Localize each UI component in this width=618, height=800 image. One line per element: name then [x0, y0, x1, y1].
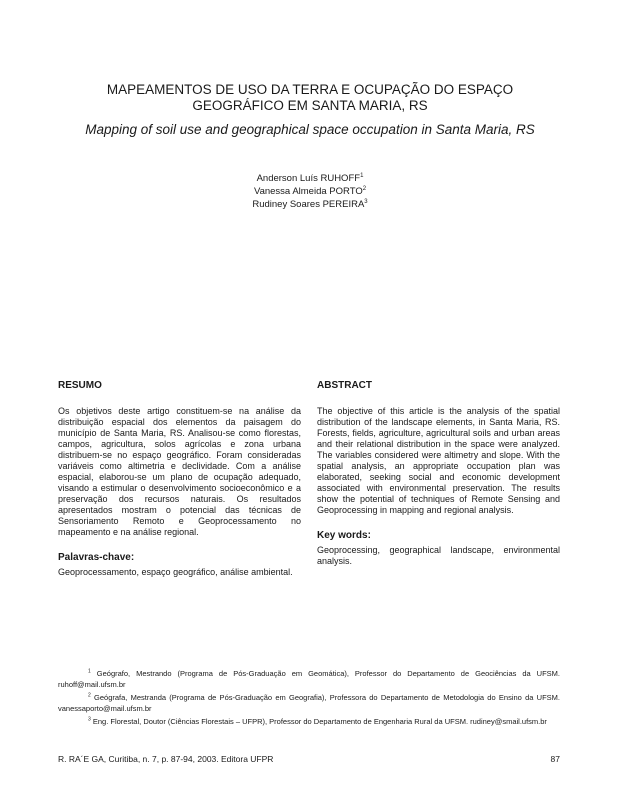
resumo-heading: RESUMO	[58, 380, 102, 391]
journal-citation: R. RA´E GA, Curitiba, n. 7, p. 87-94, 2003. Editora UFPR	[58, 754, 274, 764]
author-2	[60, 185, 560, 198]
footnote-marker: 2	[88, 692, 91, 699]
author-name: Vanessa Almeida PORTO	[253, 186, 363, 197]
key-words-heading: Key words:	[317, 530, 371, 541]
palavras-chave-text: Geoprocessamento, espaço geográfico, análise ambiental.	[58, 567, 293, 577]
page-number: 87	[550, 754, 560, 764]
author-3	[60, 198, 560, 211]
author-footnote-marker: 1	[360, 172, 364, 179]
article-title: MAPEAMENTOS DE USO DA TERRA E OCUPAÇÃO DO ESPAÇO GEOGRÁFICO EM SANTA MARIA, RS	[106, 82, 514, 113]
footnote-text: Eng. Florestal, Doutor (Ciências Florestais – UFPR), Professor do Departamento de Engenharia Rural da UFSM. rudiney@smail.ufsm.br	[92, 717, 547, 726]
footnote-2	[58, 692, 560, 714]
article-title-english: Mapping of soil use and geographical space occupation in Santa Maria, RS	[85, 122, 535, 137]
author-1	[60, 172, 560, 185]
abstract-column	[317, 380, 560, 567]
author-name: Anderson Luís RUHOFF	[256, 173, 361, 184]
palavras-chave-heading: Palavras-chave:	[58, 552, 135, 563]
footnotes	[58, 668, 560, 729]
abstract-heading: ABSTRACT	[317, 380, 372, 391]
author-list	[60, 172, 560, 211]
key-words-text: Geoprocessing, geographical landscape, environmental analysis.	[317, 545, 560, 566]
resumo-text: Os objetivos deste artigo constituem-se na análise da distribuição espacial dos elementos da paisagem do município de Santa Maria, RS. Analisou-se como florestas, campos, agricultura, solos agrícolas e zona urbana distribuem-se no espaço geográfico. Foram consideradas variáveis como altimetria e declividade. Com a análise espacial, elaborou-se um plano de ocupação adequado, visando a estimular o desenvolvimento socioeconômico e a preservação dos recursos naturais. Os resultados apresentados mostram o potencial das técnicas de Sensoriamento Remoto e Geoprocessamento no mapeamento e na análise regional.	[58, 406, 301, 537]
author-footnote-marker: 3	[364, 198, 368, 205]
footnote-1	[58, 668, 560, 690]
footnote-marker: 1	[88, 668, 91, 675]
page-footer	[58, 754, 560, 765]
footnote-text: Geógrafa, Mestranda (Programa de Pós-Graduação em Geografia), Professora do Departamento de Metodologia do Ensino da UFSM. vanessaporto@mail.ufsm.br	[58, 693, 560, 713]
footnote-3	[58, 716, 560, 727]
author-footnote-marker: 2	[362, 185, 367, 192]
resumo-column	[58, 380, 301, 578]
footnote-marker: 3	[88, 716, 91, 723]
author-name: Rudiney Soares PEREIRA	[252, 199, 365, 210]
abstract-text: The objective of this article is the analysis of the spatial distribution of the landscape elements, in Santa Maria, RS. Forests, fields, agriculture, agricultural soils and urban areas and their relational distribution in the space were analyzed. The variables considered were altimetry and slope. With the spatial analysis, an appropriate occupation plan was elaborated, seeking social and economic development associated with environmental preservation. The results show the potential of techniques of Remote Sensing and Geoprocessing in mapping and regional analysis.	[317, 406, 560, 515]
footnote-text: Geógrafo, Mestrando (Programa de Pós-Graduação em Geomática), Professor do Departamento de Geociências da UFSM. ruhoff@mail.ufsm.br	[58, 669, 560, 689]
